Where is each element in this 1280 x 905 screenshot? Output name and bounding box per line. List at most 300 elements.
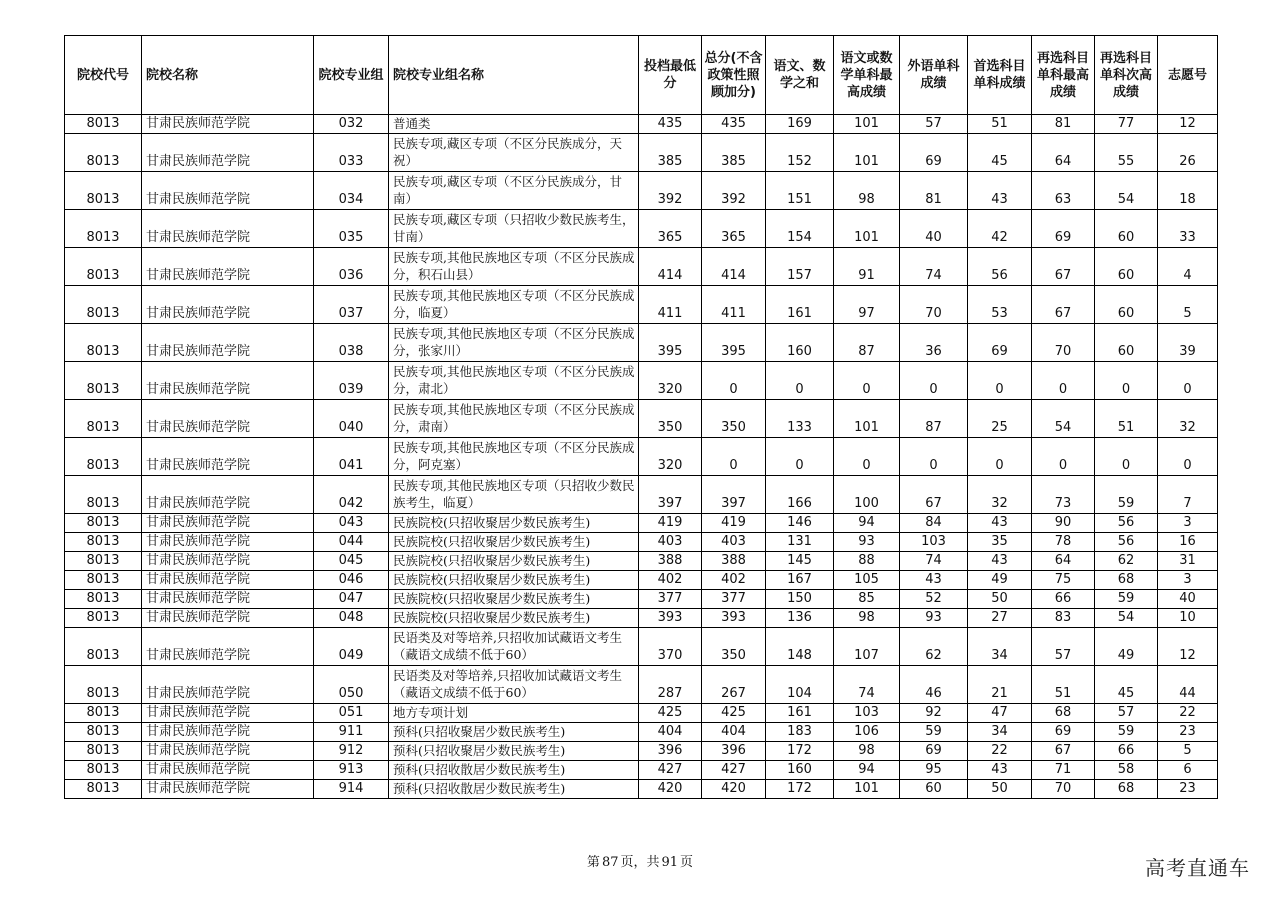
header-total-score: 总分(不含政策性照顾加分) [702, 36, 766, 115]
cell-choice-number: 7 [1158, 476, 1218, 514]
cell-chinese-math-max: 101 [834, 400, 900, 438]
cell-group-code: 042 [314, 476, 389, 514]
cell-school-name: 甘肃民族师范学院 [142, 248, 314, 286]
header-foreign-language: 外语单科成绩 [900, 36, 968, 115]
cell-total-score: 419 [702, 514, 766, 533]
cell-chinese-math-max: 97 [834, 286, 900, 324]
cell-first-subject: 51 [968, 115, 1032, 134]
cell-min-score: 365 [639, 210, 702, 248]
cell-school-name: 甘肃民族师范学院 [142, 590, 314, 609]
table-row [65, 514, 1218, 533]
cell-foreign-language: 52 [900, 590, 968, 609]
cell-chinese-math-max: 101 [834, 210, 900, 248]
cell-first-subject: 42 [968, 210, 1032, 248]
cell-chinese-math-max: 74 [834, 666, 900, 704]
cell-group-name: 预科(只招收散居少数民族考生) [389, 780, 639, 799]
cell-school-code: 8013 [65, 571, 142, 590]
cell-elective-max: 66 [1032, 590, 1095, 609]
cell-group-code: 048 [314, 609, 389, 628]
cell-choice-number: 5 [1158, 742, 1218, 761]
cell-elective-max: 69 [1032, 723, 1095, 742]
cell-foreign-language: 40 [900, 210, 968, 248]
cell-group-code: 050 [314, 666, 389, 704]
cell-first-subject: 50 [968, 780, 1032, 799]
cell-min-score: 435 [639, 115, 702, 134]
header-first-subject: 首选科目单科成绩 [968, 36, 1032, 115]
table-row [65, 362, 1218, 400]
cell-min-score: 419 [639, 514, 702, 533]
cell-choice-number: 5 [1158, 286, 1218, 324]
cell-elective-second: 45 [1095, 666, 1158, 704]
cell-school-code: 8013 [65, 780, 142, 799]
cell-school-name: 甘肃民族师范学院 [142, 761, 314, 780]
cell-group-code: 912 [314, 742, 389, 761]
cell-chinese-math-sum: 133 [766, 400, 834, 438]
cell-group-name: 民族院校(只招收聚居少数民族考生) [389, 571, 639, 590]
cell-choice-number: 39 [1158, 324, 1218, 362]
cell-total-score: 427 [702, 761, 766, 780]
cell-group-name: 民族院校(只招收聚居少数民族考生) [389, 609, 639, 628]
cell-foreign-language: 46 [900, 666, 968, 704]
cell-chinese-math-sum: 150 [766, 590, 834, 609]
cell-group-name: 民族专项,藏区专项（不区分民族成分，甘南） [389, 172, 639, 210]
cell-min-score: 404 [639, 723, 702, 742]
cell-elective-max: 54 [1032, 400, 1095, 438]
cell-total-score: 350 [702, 628, 766, 666]
cell-min-score: 385 [639, 134, 702, 172]
cell-choice-number: 22 [1158, 704, 1218, 723]
cell-elective-max: 90 [1032, 514, 1095, 533]
cell-total-score: 420 [702, 780, 766, 799]
cell-foreign-language: 69 [900, 134, 968, 172]
table-row [65, 609, 1218, 628]
cell-chinese-math-max: 107 [834, 628, 900, 666]
cell-choice-number: 3 [1158, 514, 1218, 533]
cell-total-score: 395 [702, 324, 766, 362]
cell-elective-max: 64 [1032, 552, 1095, 571]
cell-group-code: 036 [314, 248, 389, 286]
cell-elective-max: 63 [1032, 172, 1095, 210]
cell-school-code: 8013 [65, 742, 142, 761]
header-min-score: 投档最低分 [639, 36, 702, 115]
cell-elective-max: 0 [1032, 438, 1095, 476]
cell-foreign-language: 74 [900, 552, 968, 571]
cell-elective-second: 62 [1095, 552, 1158, 571]
cell-school-code: 8013 [65, 362, 142, 400]
table-row [65, 248, 1218, 286]
cell-chinese-math-sum: 0 [766, 362, 834, 400]
cell-elective-max: 67 [1032, 248, 1095, 286]
table-row [65, 533, 1218, 552]
cell-elective-second: 60 [1095, 324, 1158, 362]
cell-total-score: 411 [702, 286, 766, 324]
cell-school-name: 甘肃民族师范学院 [142, 609, 314, 628]
cell-foreign-language: 84 [900, 514, 968, 533]
table-row [65, 590, 1218, 609]
cell-chinese-math-sum: 167 [766, 571, 834, 590]
cell-total-score: 385 [702, 134, 766, 172]
cell-total-score: 402 [702, 571, 766, 590]
cell-elective-max: 75 [1032, 571, 1095, 590]
cell-school-name: 甘肃民族师范学院 [142, 210, 314, 248]
table-row [65, 438, 1218, 476]
admission-table-container [64, 35, 1217, 799]
cell-group-name: 民族专项,其他民族地区专项（不区分民族成分，积石山县） [389, 248, 639, 286]
cell-min-score: 350 [639, 400, 702, 438]
cell-min-score: 425 [639, 704, 702, 723]
cell-school-name: 甘肃民族师范学院 [142, 552, 314, 571]
cell-first-subject: 69 [968, 324, 1032, 362]
cell-foreign-language: 81 [900, 172, 968, 210]
header-elective-second: 再选科目单科次高成绩 [1095, 36, 1158, 115]
table-row [65, 704, 1218, 723]
cell-first-subject: 47 [968, 704, 1032, 723]
cell-foreign-language: 60 [900, 780, 968, 799]
cell-foreign-language: 67 [900, 476, 968, 514]
cell-choice-number: 26 [1158, 134, 1218, 172]
cell-first-subject: 34 [968, 723, 1032, 742]
cell-elective-second: 59 [1095, 590, 1158, 609]
cell-group-name: 民族专项,其他民族地区专项（不区分民族成分，肃南） [389, 400, 639, 438]
cell-group-code: 043 [314, 514, 389, 533]
table-row [65, 476, 1218, 514]
cell-choice-number: 44 [1158, 666, 1218, 704]
cell-school-code: 8013 [65, 172, 142, 210]
cell-chinese-math-sum: 169 [766, 115, 834, 134]
cell-school-code: 8013 [65, 704, 142, 723]
cell-school-code: 8013 [65, 723, 142, 742]
cell-foreign-language: 70 [900, 286, 968, 324]
cell-chinese-math-max: 85 [834, 590, 900, 609]
cell-foreign-language: 87 [900, 400, 968, 438]
table-row [65, 115, 1218, 134]
cell-chinese-math-max: 94 [834, 514, 900, 533]
cell-school-code: 8013 [65, 286, 142, 324]
cell-school-code: 8013 [65, 115, 142, 134]
cell-group-name: 民族专项,其他民族地区专项（不区分民族成分，肃北） [389, 362, 639, 400]
cell-total-score: 365 [702, 210, 766, 248]
cell-group-name: 民语类及对等培养,只招收加试藏语文考生（藏语文成绩不低于60） [389, 666, 639, 704]
cell-chinese-math-max: 0 [834, 362, 900, 400]
cell-school-name: 甘肃民族师范学院 [142, 628, 314, 666]
cell-school-name: 甘肃民族师范学院 [142, 742, 314, 761]
cell-group-name: 民语类及对等培养,只招收加试藏语文考生（藏语文成绩不低于60） [389, 628, 639, 666]
footer-total-pages: 91 [661, 855, 679, 870]
cell-min-score: 403 [639, 533, 702, 552]
header-chinese-math-max: 语文或数学单科最高成绩 [834, 36, 900, 115]
cell-foreign-language: 59 [900, 723, 968, 742]
cell-elective-max: 0 [1032, 362, 1095, 400]
cell-school-name: 甘肃民族师范学院 [142, 286, 314, 324]
cell-choice-number: 4 [1158, 248, 1218, 286]
cell-first-subject: 56 [968, 248, 1032, 286]
cell-total-score: 392 [702, 172, 766, 210]
cell-chinese-math-max: 88 [834, 552, 900, 571]
cell-elective-second: 55 [1095, 134, 1158, 172]
cell-min-score: 414 [639, 248, 702, 286]
cell-chinese-math-sum: 160 [766, 761, 834, 780]
cell-total-score: 425 [702, 704, 766, 723]
cell-group-code: 034 [314, 172, 389, 210]
cell-chinese-math-max: 100 [834, 476, 900, 514]
cell-group-code: 911 [314, 723, 389, 742]
cell-choice-number: 31 [1158, 552, 1218, 571]
cell-chinese-math-max: 98 [834, 172, 900, 210]
cell-elective-second: 60 [1095, 210, 1158, 248]
cell-total-score: 0 [702, 438, 766, 476]
cell-elective-max: 64 [1032, 134, 1095, 172]
cell-chinese-math-sum: 145 [766, 552, 834, 571]
cell-total-score: 388 [702, 552, 766, 571]
cell-min-score: 396 [639, 742, 702, 761]
cell-group-code: 035 [314, 210, 389, 248]
cell-school-name: 甘肃民族师范学院 [142, 115, 314, 134]
cell-elective-second: 60 [1095, 248, 1158, 286]
cell-chinese-math-sum: 104 [766, 666, 834, 704]
cell-group-name: 民族院校(只招收聚居少数民族考生) [389, 514, 639, 533]
cell-chinese-math-sum: 152 [766, 134, 834, 172]
cell-school-code: 8013 [65, 533, 142, 552]
header-school-code: 院校代号 [65, 36, 142, 115]
cell-school-code: 8013 [65, 134, 142, 172]
header-chinese-math-sum: 语文、数学之和 [766, 36, 834, 115]
cell-choice-number: 0 [1158, 362, 1218, 400]
cell-chinese-math-sum: 172 [766, 780, 834, 799]
header-choice-number: 志愿号 [1158, 36, 1218, 115]
cell-group-code: 049 [314, 628, 389, 666]
cell-group-name: 民族专项,其他民族地区专项（只招收少数民族考生，临夏） [389, 476, 639, 514]
cell-group-name: 预科(只招收散居少数民族考生) [389, 761, 639, 780]
cell-group-name: 民族专项,其他民族地区专项（不区分民族成分，阿克塞） [389, 438, 639, 476]
cell-first-subject: 43 [968, 761, 1032, 780]
cell-foreign-language: 74 [900, 248, 968, 286]
cell-elective-max: 51 [1032, 666, 1095, 704]
cell-elective-second: 57 [1095, 704, 1158, 723]
cell-elective-max: 78 [1032, 533, 1095, 552]
table-row [65, 628, 1218, 666]
table-row [65, 286, 1218, 324]
cell-group-code: 033 [314, 134, 389, 172]
cell-elective-second: 58 [1095, 761, 1158, 780]
header-group-name: 院校专业组名称 [389, 36, 639, 115]
cell-chinese-math-max: 101 [834, 780, 900, 799]
cell-min-score: 377 [639, 590, 702, 609]
cell-group-name: 民族专项,藏区专项（只招收少数民族考生，甘南） [389, 210, 639, 248]
cell-elective-second: 56 [1095, 514, 1158, 533]
cell-group-code: 032 [314, 115, 389, 134]
cell-chinese-math-max: 87 [834, 324, 900, 362]
cell-foreign-language: 0 [900, 438, 968, 476]
cell-chinese-math-sum: 183 [766, 723, 834, 742]
cell-school-name: 甘肃民族师范学院 [142, 533, 314, 552]
cell-min-score: 370 [639, 628, 702, 666]
cell-group-code: 046 [314, 571, 389, 590]
cell-school-name: 甘肃民族师范学院 [142, 362, 314, 400]
cell-first-subject: 32 [968, 476, 1032, 514]
cell-chinese-math-max: 105 [834, 571, 900, 590]
cell-school-code: 8013 [65, 210, 142, 248]
cell-school-code: 8013 [65, 438, 142, 476]
cell-chinese-math-sum: 0 [766, 438, 834, 476]
cell-group-code: 038 [314, 324, 389, 362]
cell-foreign-language: 95 [900, 761, 968, 780]
cell-foreign-language: 92 [900, 704, 968, 723]
cell-school-code: 8013 [65, 609, 142, 628]
cell-foreign-language: 93 [900, 609, 968, 628]
cell-first-subject: 43 [968, 552, 1032, 571]
table-row [65, 761, 1218, 780]
cell-min-score: 397 [639, 476, 702, 514]
cell-total-score: 403 [702, 533, 766, 552]
cell-elective-second: 0 [1095, 362, 1158, 400]
cell-school-code: 8013 [65, 761, 142, 780]
cell-first-subject: 49 [968, 571, 1032, 590]
cell-school-name: 甘肃民族师范学院 [142, 723, 314, 742]
table-row [65, 400, 1218, 438]
cell-group-name: 民族院校(只招收聚居少数民族考生) [389, 533, 639, 552]
cell-total-score: 414 [702, 248, 766, 286]
cell-chinese-math-max: 0 [834, 438, 900, 476]
cell-school-code: 8013 [65, 628, 142, 666]
cell-school-name: 甘肃民族师范学院 [142, 438, 314, 476]
cell-elective-max: 57 [1032, 628, 1095, 666]
table-row [65, 571, 1218, 590]
cell-group-name: 民族院校(只招收聚居少数民族考生) [389, 590, 639, 609]
cell-group-code: 039 [314, 362, 389, 400]
cell-chinese-math-max: 98 [834, 609, 900, 628]
cell-group-name: 民族院校(只招收聚居少数民族考生) [389, 552, 639, 571]
cell-group-name: 民族专项,其他民族地区专项（不区分民族成分，张家川） [389, 324, 639, 362]
cell-elective-second: 54 [1095, 609, 1158, 628]
cell-elective-max: 70 [1032, 780, 1095, 799]
cell-first-subject: 27 [968, 609, 1032, 628]
table-row [65, 552, 1218, 571]
cell-choice-number: 12 [1158, 628, 1218, 666]
cell-elective-second: 59 [1095, 476, 1158, 514]
table-row [65, 324, 1218, 362]
cell-min-score: 393 [639, 609, 702, 628]
table-row [65, 210, 1218, 248]
cell-first-subject: 35 [968, 533, 1032, 552]
cell-school-name: 甘肃民族师范学院 [142, 400, 314, 438]
cell-school-name: 甘肃民族师范学院 [142, 666, 314, 704]
cell-group-name: 地方专项计划 [389, 704, 639, 723]
cell-group-name: 普通类 [389, 115, 639, 134]
table-body [65, 115, 1218, 799]
cell-school-name: 甘肃民族师范学院 [142, 172, 314, 210]
cell-elective-second: 54 [1095, 172, 1158, 210]
cell-school-code: 8013 [65, 514, 142, 533]
cell-school-name: 甘肃民族师范学院 [142, 571, 314, 590]
cell-group-code: 914 [314, 780, 389, 799]
cell-total-score: 393 [702, 609, 766, 628]
header-school-name: 院校名称 [142, 36, 314, 115]
cell-first-subject: 0 [968, 362, 1032, 400]
cell-chinese-math-max: 98 [834, 742, 900, 761]
cell-elective-max: 73 [1032, 476, 1095, 514]
cell-school-code: 8013 [65, 476, 142, 514]
cell-elective-second: 77 [1095, 115, 1158, 134]
cell-school-code: 8013 [65, 324, 142, 362]
cell-chinese-math-sum: 157 [766, 248, 834, 286]
cell-elective-second: 51 [1095, 400, 1158, 438]
cell-total-score: 377 [702, 590, 766, 609]
cell-chinese-math-sum: 160 [766, 324, 834, 362]
cell-min-score: 427 [639, 761, 702, 780]
cell-min-score: 388 [639, 552, 702, 571]
cell-chinese-math-max: 106 [834, 723, 900, 742]
cell-chinese-math-max: 94 [834, 761, 900, 780]
footer-page-number: 87 [601, 855, 619, 870]
cell-choice-number: 40 [1158, 590, 1218, 609]
cell-foreign-language: 57 [900, 115, 968, 134]
cell-school-code: 8013 [65, 552, 142, 571]
cell-school-code: 8013 [65, 590, 142, 609]
cell-chinese-math-sum: 131 [766, 533, 834, 552]
cell-chinese-math-sum: 161 [766, 704, 834, 723]
cell-elective-second: 56 [1095, 533, 1158, 552]
footer-suffix: 页 [680, 855, 694, 870]
table-row [65, 723, 1218, 742]
cell-elective-second: 66 [1095, 742, 1158, 761]
cell-first-subject: 0 [968, 438, 1032, 476]
cell-foreign-language: 36 [900, 324, 968, 362]
cell-total-score: 397 [702, 476, 766, 514]
cell-first-subject: 25 [968, 400, 1032, 438]
cell-school-name: 甘肃民族师范学院 [142, 134, 314, 172]
cell-school-name: 甘肃民族师范学院 [142, 704, 314, 723]
cell-chinese-math-sum: 154 [766, 210, 834, 248]
cell-group-code: 913 [314, 761, 389, 780]
cell-group-name: 民族专项,其他民族地区专项（不区分民族成分，临夏） [389, 286, 639, 324]
cell-elective-second: 0 [1095, 438, 1158, 476]
cell-min-score: 392 [639, 172, 702, 210]
cell-min-score: 402 [639, 571, 702, 590]
cell-first-subject: 34 [968, 628, 1032, 666]
table-row [65, 134, 1218, 172]
watermark-text: 高考直通车 [1145, 856, 1250, 880]
cell-chinese-math-max: 101 [834, 115, 900, 134]
cell-elective-second: 68 [1095, 571, 1158, 590]
cell-first-subject: 22 [968, 742, 1032, 761]
footer-mid: 页，共 [620, 855, 660, 870]
header-row [65, 36, 1218, 115]
cell-group-code: 045 [314, 552, 389, 571]
cell-chinese-math-sum: 166 [766, 476, 834, 514]
cell-elective-max: 69 [1032, 210, 1095, 248]
cell-group-code: 051 [314, 704, 389, 723]
cell-school-name: 甘肃民族师范学院 [142, 780, 314, 799]
cell-first-subject: 43 [968, 514, 1032, 533]
cell-chinese-math-sum: 146 [766, 514, 834, 533]
cell-foreign-language: 103 [900, 533, 968, 552]
cell-elective-max: 67 [1032, 742, 1095, 761]
cell-chinese-math-max: 93 [834, 533, 900, 552]
cell-group-name: 民族专项,藏区专项（不区分民族成分，天祝） [389, 134, 639, 172]
cell-school-code: 8013 [65, 400, 142, 438]
cell-min-score: 320 [639, 362, 702, 400]
table-row [65, 666, 1218, 704]
cell-first-subject: 53 [968, 286, 1032, 324]
cell-group-name: 预科(只招收聚居少数民族考生) [389, 723, 639, 742]
cell-chinese-math-sum: 136 [766, 609, 834, 628]
cell-elective-second: 59 [1095, 723, 1158, 742]
admission-table [64, 35, 1218, 799]
footer-prefix: 第 [586, 855, 600, 870]
cell-total-score: 435 [702, 115, 766, 134]
cell-school-name: 甘肃民族师范学院 [142, 514, 314, 533]
cell-min-score: 320 [639, 438, 702, 476]
